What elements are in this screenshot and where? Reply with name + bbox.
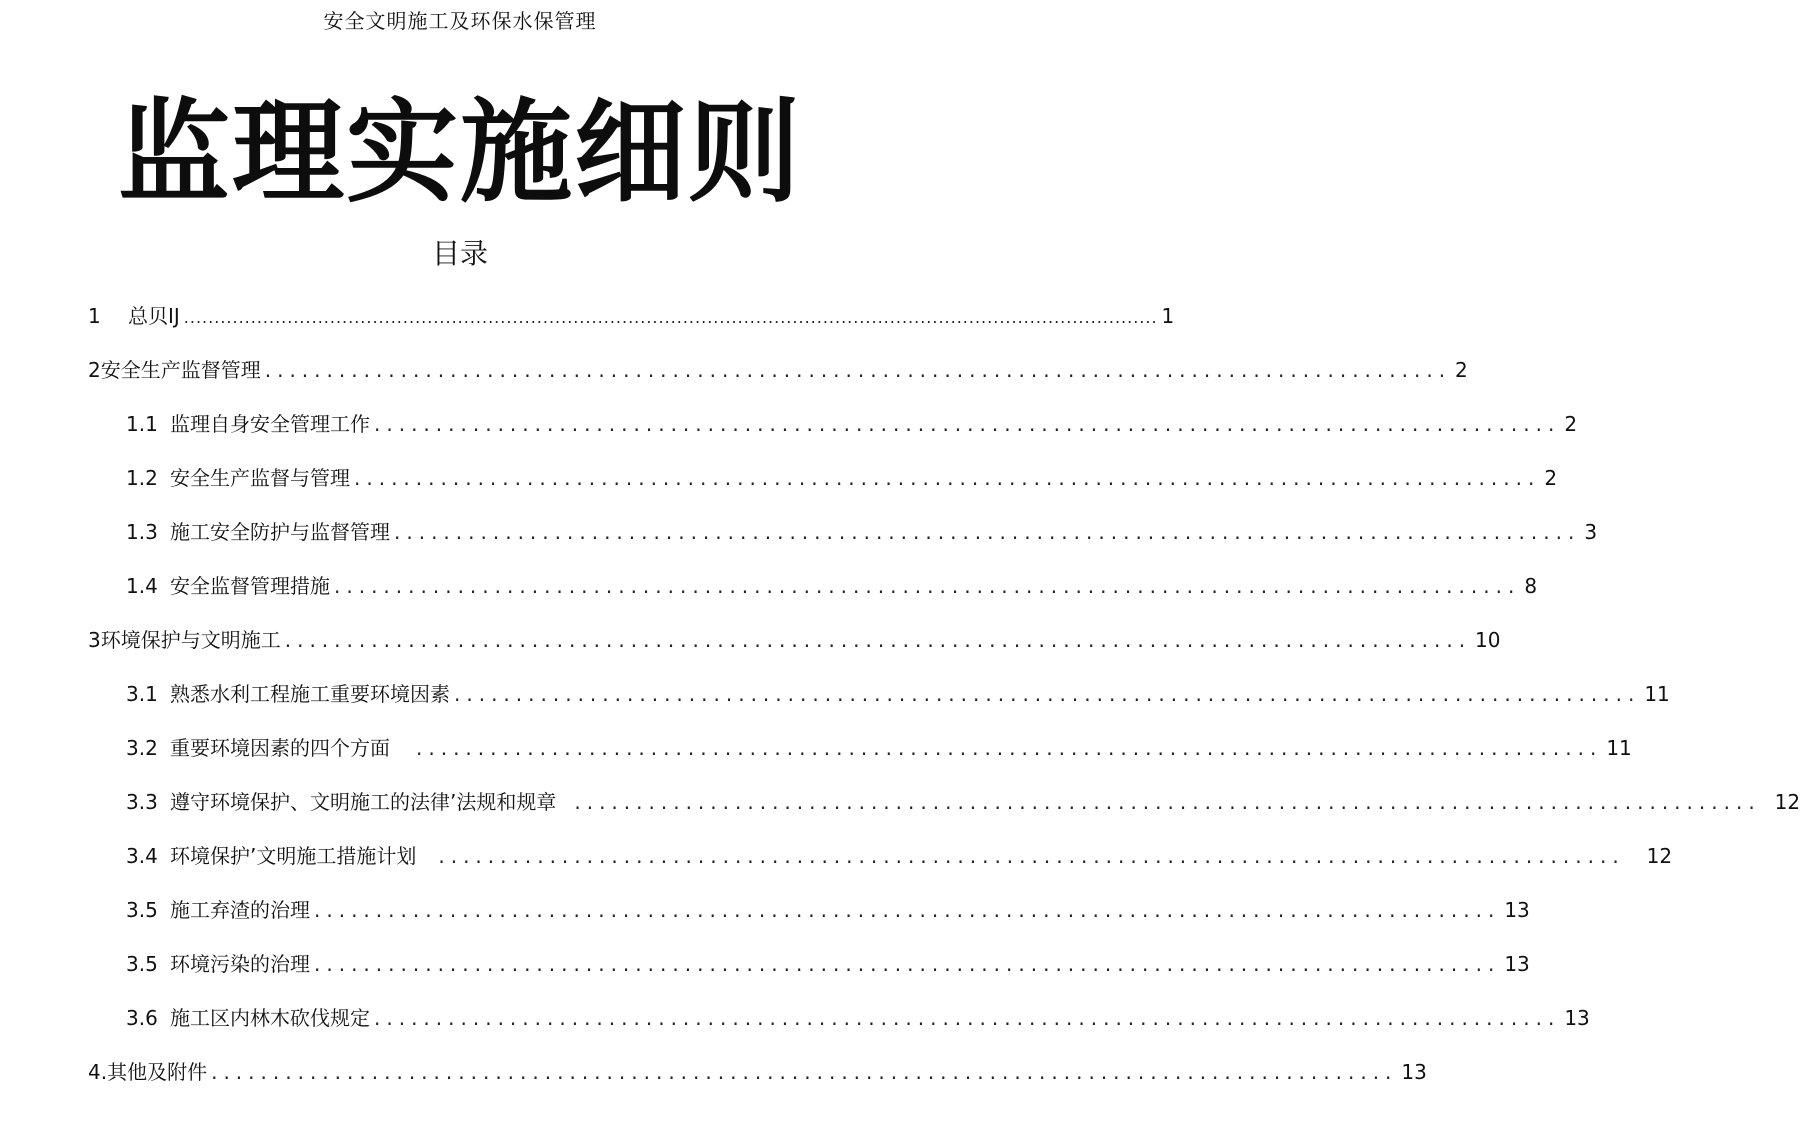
- toc-leader: ................................................................................................: [416, 736, 1603, 760]
- toc-leader: ................................................................................................: [438, 844, 1625, 868]
- toc-leader: ................................................................................................: [334, 574, 1521, 598]
- toc-leader: ................................................................................................: [454, 682, 1641, 706]
- toc-entry-number: 3.2: [126, 736, 158, 760]
- toc-entry-label: 重要环境因素的四个方面: [170, 736, 390, 760]
- toc-entry[interactable]: [126, 890, 1530, 930]
- toc-entry-number: 3.3: [126, 790, 158, 814]
- toc-entry[interactable]: [126, 836, 1673, 876]
- toc-entry-label: 熟悉水利工程施工重要环境因素: [170, 682, 450, 706]
- toc-entry-page: 1: [1161, 304, 1175, 328]
- toc-entry-label: 施工安全防护与监督管理: [170, 520, 390, 544]
- toc-entry-page: 13: [1504, 952, 1530, 976]
- toc-entry-page: 13: [1504, 898, 1530, 922]
- toc-entry-number: 3.4: [126, 844, 158, 868]
- toc-entry[interactable]: [126, 998, 1590, 1038]
- toc-entry-page: 2: [1564, 412, 1578, 436]
- toc-entry-label: 安全监督管理措施: [170, 574, 330, 598]
- toc-entry-page: 13: [1564, 1006, 1590, 1030]
- toc-entry-label: 遵守环境保护、文明施工的法律’法规和规章: [170, 790, 557, 814]
- toc-entry-page: 13: [1401, 1060, 1427, 1084]
- toc-entry-number: 1.1: [126, 412, 158, 436]
- toc-leader: ................................................................................................: [574, 790, 1761, 814]
- toc-entry[interactable]: [126, 566, 1538, 606]
- toc-leader: ................................................................................................................................................................: [183, 308, 1158, 327]
- toc-entry[interactable]: [126, 944, 1530, 984]
- toc-entry-number: 1.2: [126, 466, 158, 490]
- toc-entry-label: 2安全生产监督管理: [88, 358, 261, 382]
- toc-entry[interactable]: [126, 512, 1598, 552]
- toc-entry-number: 1: [88, 304, 101, 328]
- document-title: 监理实施细则: [118, 88, 802, 218]
- toc-entry-label: 安全生产监督与管理: [170, 466, 350, 490]
- toc-leader: ................................................................................................: [314, 952, 1501, 976]
- toc-leader: ................................................................................................: [374, 1006, 1561, 1030]
- toc-entry[interactable]: [126, 728, 1632, 768]
- toc-entry[interactable]: [88, 296, 1175, 336]
- running-header: 安全文明施工及环保水保管理: [323, 9, 597, 33]
- toc-leader: ................................................................................................: [314, 898, 1501, 922]
- toc-entry[interactable]: [126, 404, 1578, 444]
- toc-entry-page: 2: [1455, 358, 1468, 382]
- toc-entry[interactable]: [88, 620, 1501, 660]
- toc-entry[interactable]: [126, 458, 1558, 498]
- toc-entry[interactable]: [126, 674, 1670, 714]
- toc-entry-label: 4.其他及附件: [88, 1060, 208, 1084]
- toc-entry-label: 环境保护’文明施工措施计划: [170, 844, 417, 868]
- toc-leader: ................................................................................................: [394, 520, 1581, 544]
- toc-entry-page: 3: [1584, 520, 1598, 544]
- toc-entry-number: 1.4: [126, 574, 158, 598]
- toc-leader: ................................................................................................: [211, 1060, 1398, 1084]
- toc-entry-number: 3.6: [126, 1006, 158, 1030]
- toc-entry-page: 8: [1524, 574, 1538, 598]
- toc-leader: ................................................................................................: [284, 628, 1472, 652]
- toc-entry[interactable]: [88, 350, 1468, 390]
- toc-entry-page: 11: [1644, 682, 1670, 706]
- toc-entry-label: 施工弃渣的治理: [170, 898, 310, 922]
- toc-entry-number: 3.5: [126, 898, 158, 922]
- toc-entry-label: 施工区内林木砍伐规定: [170, 1006, 370, 1030]
- toc-entry-number: 3.1: [126, 682, 158, 706]
- toc-leader: ................................................................................................: [264, 358, 1452, 382]
- toc-entry[interactable]: [126, 782, 1800, 822]
- toc-entry-page: 10: [1475, 628, 1501, 652]
- toc-entry-label: 总贝IJ: [128, 304, 180, 328]
- toc-leader: ................................................................................................: [354, 466, 1541, 490]
- toc-entry[interactable]: [88, 1052, 1427, 1092]
- toc-entry-number: 3.5: [126, 952, 158, 976]
- toc-entry-page: 11: [1606, 736, 1632, 760]
- toc-entry-page: 12: [1774, 790, 1800, 814]
- toc-entry-label: 监理自身安全管理工作: [170, 412, 370, 436]
- toc-entry-label: 环境污染的治理: [170, 952, 310, 976]
- toc-entry-page: 12: [1646, 844, 1673, 868]
- toc-entry-label: 3环境保护与文明施工: [88, 628, 281, 652]
- toc-heading: 目录: [431, 237, 488, 270]
- toc-leader: ................................................................................................: [374, 412, 1561, 436]
- toc-entry-page: 2: [1544, 466, 1558, 490]
- toc-entry-number: 1.3: [126, 520, 158, 544]
